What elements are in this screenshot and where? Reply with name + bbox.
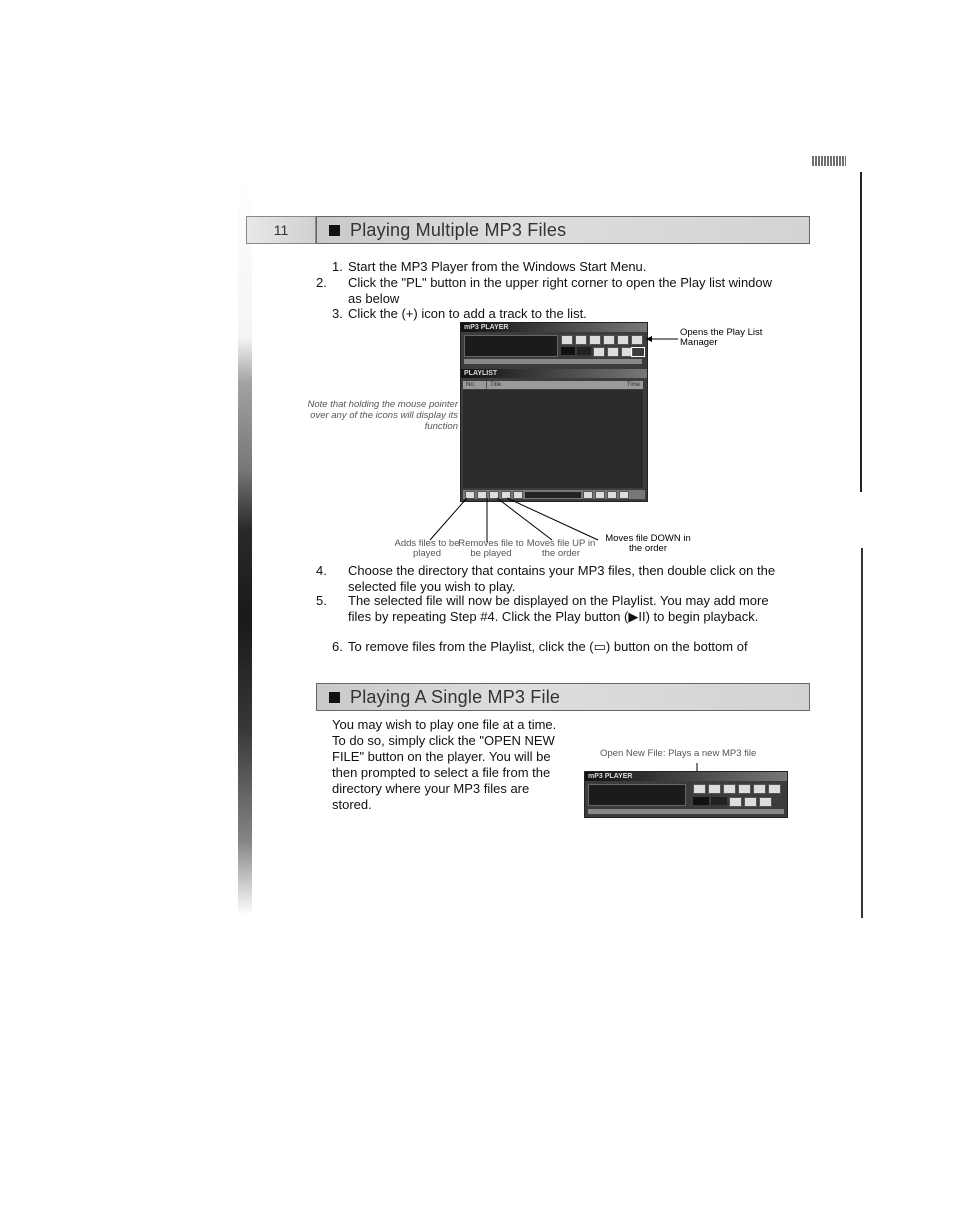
callout-removes: Removes file to be played	[458, 538, 524, 559]
callout-moves-down: Moves file DOWN in the order	[605, 533, 691, 554]
single-player-screenshot	[584, 771, 788, 818]
single-player-lcd	[588, 784, 686, 806]
section-header-single	[316, 683, 810, 711]
step-3: 3. Click the (+) icon to add a track to the list.	[332, 306, 587, 321]
callout-opens-playlist: Opens the Play List Manager	[680, 327, 763, 348]
open-new-file-caption: Open New File: Plays a new MP3 file	[600, 748, 757, 759]
single-player-titlebar: mP3 PLAYER	[585, 772, 787, 781]
callout-adds: Adds files to be played	[394, 538, 460, 559]
section-title: Playing Multiple MP3 Files	[350, 219, 567, 240]
bullet-square-icon	[329, 692, 340, 703]
callout-note: Note that holding the mouse pointer over any of the icons will display its function	[307, 399, 458, 432]
playlist-titlebar: PLAYLIST	[461, 369, 647, 378]
section-title: Playing A Single MP3 File	[350, 686, 561, 707]
step-4: 4. Choose the directory that contains your MP3 files, then double click on the selected file you wish to play.	[316, 563, 776, 594]
callout-moves-up: Moves file UP in the order	[526, 538, 596, 559]
step-6: 6. To remove files from the Playlist, click the (▭) button on the bottom of	[332, 639, 748, 654]
step-1: 1. Start the MP3 Player from the Windows Start Menu.	[332, 259, 647, 274]
single-player-seekbar	[588, 809, 784, 814]
section2-body: You may wish to play one file at a time. To do so, simply click the "OPEN NEW FILE" button on the player. You will be then prompted to select a file from the directory where your MP3 files are stored.	[332, 717, 557, 812]
step-5: 5. The selected file will now be displayed on the Playlist. You may add more files by repeating Step #4. Click the Play button (▶II) to begin playback.	[316, 593, 769, 624]
playlist-header: No. Title Time	[463, 381, 643, 389]
single-player-buttons	[693, 784, 785, 794]
page-number: 11	[246, 216, 316, 244]
step-2: 2. Click the "PL" button in the upper right corner to open the Play list window as below	[316, 275, 773, 306]
player-titlebar: mP3 PLAYER	[461, 323, 647, 332]
open-new-file-icon	[693, 784, 706, 794]
